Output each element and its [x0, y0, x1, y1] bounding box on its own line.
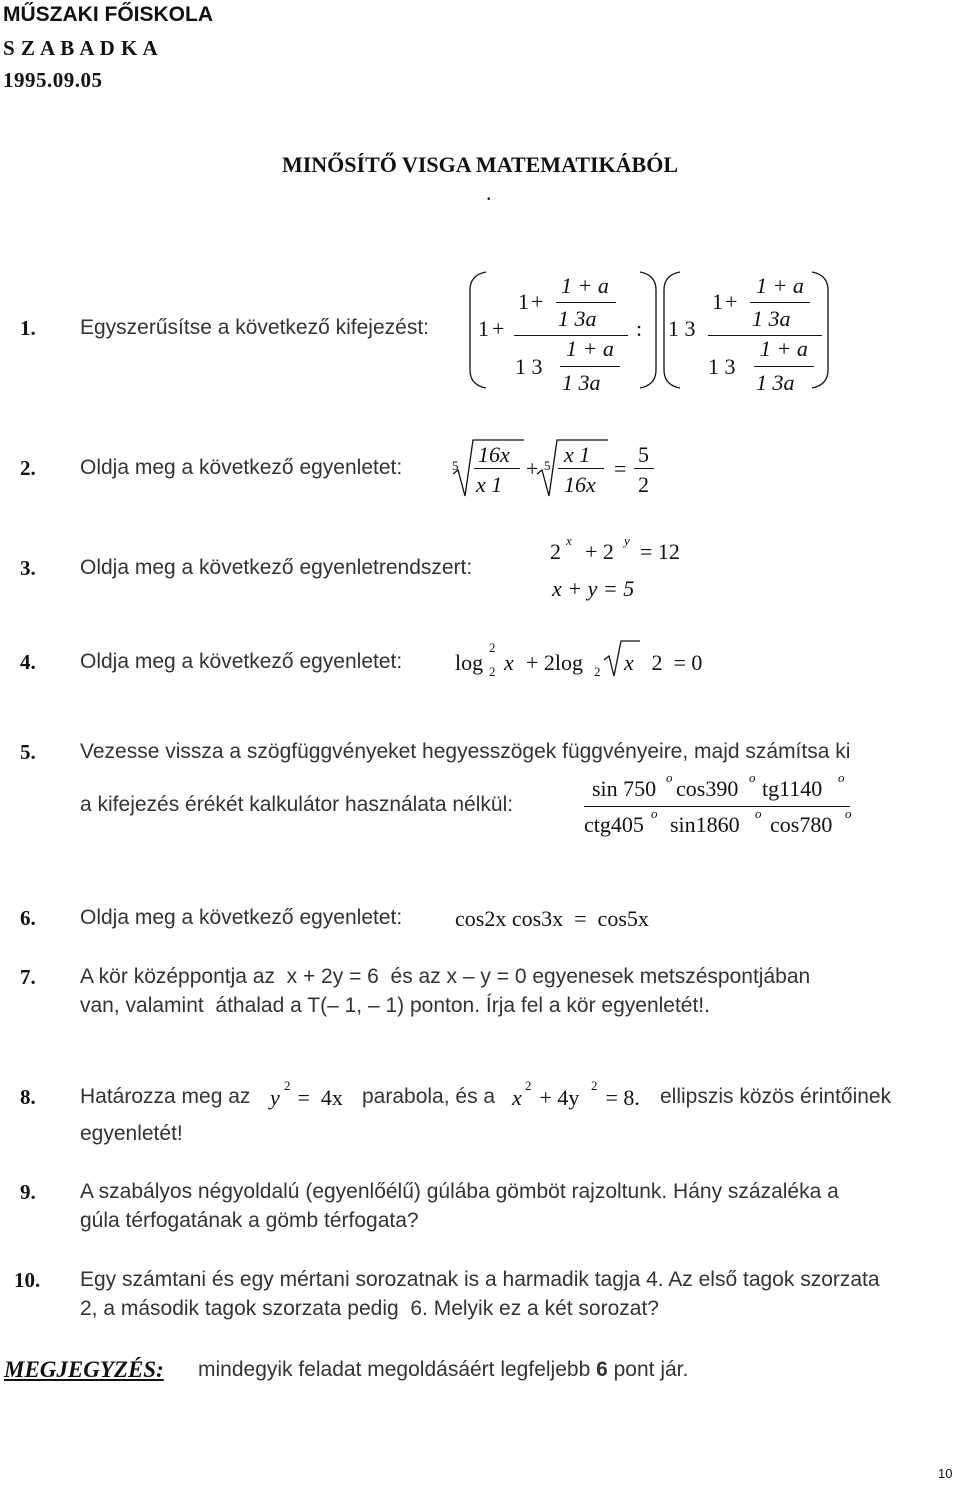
problem-9-number: 9. [20, 1180, 36, 1204]
school-name: MŰSZAKI FŐISKOLA [3, 3, 213, 26]
p4-sub1: 2 [489, 664, 496, 679]
title-dot: . [486, 180, 492, 205]
p3-eq1-b: + 2 [585, 539, 614, 564]
p5-den-b: sin1860 [670, 812, 740, 837]
problem-2-text: Oldja meg a következő egyenletet: [80, 456, 403, 479]
page-title: MINŐSÍTŐ VISGA MATEMATIKÁBÓL [281, 152, 679, 177]
problem-8-pre: Határozza meg az [80, 1085, 251, 1108]
p1-rden-13: 1 3 [708, 354, 736, 379]
problem-1-number: 1. [20, 316, 36, 340]
p4-x: x [504, 650, 514, 675]
note-points: 6 [596, 1358, 608, 1381]
p4-tail: 2 = 0 [646, 650, 703, 675]
p1-right-13: 1 3 [668, 316, 696, 341]
note-pre: mindegyik feladat megoldásáért legfeljebb [198, 1358, 591, 1381]
p2-d1: x 1 [476, 472, 503, 497]
problem-8-number: 8. [20, 1085, 36, 1109]
problem-2-number: 2. [20, 456, 36, 480]
p3-eq1-c: = 12 [640, 539, 680, 564]
note-label: MEGJEGYZÉS: [4, 1357, 164, 1382]
p1-rd2: 1 3a [756, 370, 795, 395]
p6-expression: cos2x cos3x = cos5x [455, 906, 649, 931]
problem-5-number: 5. [20, 740, 36, 764]
p2-rd: 2 [638, 472, 649, 497]
problem-7-line-1: A kör középpontja az x + 2y = 6 és az x – y = 0 egyenesek metszéspontjában [80, 965, 811, 988]
page-number: 10 [938, 1466, 953, 1481]
note-text [198, 1358, 688, 1382]
p2-eq: = [614, 456, 627, 481]
p2-root-index-1: 5 [452, 458, 459, 473]
p1-right-one: 1 [712, 289, 723, 314]
p2-d2: 16x [564, 472, 596, 497]
p8-ell-x: x [512, 1085, 522, 1110]
problem-8-line-2: egyenletét! [80, 1122, 183, 1145]
problem-3-number: 3. [20, 556, 36, 580]
p4-sq: 2 [489, 640, 496, 655]
p1-d1: 1 3a [558, 306, 597, 331]
p1-one: 1 [478, 316, 489, 341]
problem-8-mid: parabola, és a [362, 1085, 496, 1108]
p5-den-c: cos780 [770, 812, 833, 837]
problem-4-text: Oldja meg a következő egyenletet: [80, 650, 403, 673]
p4-x2: x [624, 650, 634, 675]
p1-n2: 1 + a [566, 336, 614, 361]
p8-ell-end: = 8. [600, 1085, 640, 1110]
p1-rn1: 1 + a [756, 273, 804, 298]
problem-7-line-2: van, valamint áthalad a T(– 1, – 1) ponton. Írja fel a kör egyenletét!. [80, 994, 710, 1017]
p3-eq1-x: x [566, 533, 572, 548]
p1-den-13: 1 3 [515, 354, 543, 379]
problem-1-text: Egyszerűsítse a következő kifejezést: [80, 316, 429, 339]
p1-inner-one: 1 [518, 289, 529, 314]
problem-6-text: Oldja meg a következő egyenletet: [80, 906, 403, 929]
p1-inner-plus: + [531, 289, 544, 314]
p4-mid: + 2log [526, 650, 584, 675]
problem-10-number: 10. [14, 1268, 41, 1292]
p8-parab-y: y [270, 1085, 280, 1110]
note-post: pont jár. [613, 1358, 689, 1381]
exam-date: 1995.09.05 [3, 68, 103, 92]
p5-num-c: tg1140 [762, 776, 823, 801]
p8-parab-rest: = 4x [292, 1085, 343, 1110]
p1-d2: 1 3a [562, 370, 601, 395]
problem-3-text: Oldja meg a következő egyenletrendszert: [80, 556, 473, 579]
problem-10-line-1: Egy számtani és egy mértani sorozatnak is a harmadik tagja 4. Az első tagok szorzata [80, 1268, 880, 1291]
p1-rd1: 1 3a [752, 306, 791, 331]
p3-eq1-y: y [624, 533, 630, 548]
p2-plus: + [526, 456, 539, 481]
p2-n1: 16x [478, 442, 510, 467]
problem-8-post: ellipszis közös érintőinek [660, 1085, 892, 1108]
school-city: S Z A B A D K A [3, 36, 159, 60]
problem-10-line-2: 2, a második tagok szorzata pedig 6. Melyik ez a két sorozat? [80, 1297, 659, 1320]
problem-6-number: 6. [20, 906, 36, 930]
p4-radical [0, 0, 960, 700]
problem-9-line-1: A szabályos négyoldalú (egyenlőélű) gúlába gömböt rajzoltunk. Hány százaléka a [80, 1180, 839, 1203]
p1-colon: : [636, 316, 643, 341]
problem-7-number: 7. [20, 965, 36, 989]
p3-eq2: x + y = 5 [552, 576, 635, 601]
p4-sub2: 2 [594, 664, 601, 679]
p3-eq1-2: 2 [550, 539, 561, 564]
problem-5-text-2: a kifejezés érékét kalkulátor használata nélkül: [80, 793, 514, 816]
p1-right-plus: + [725, 289, 738, 314]
p5-num-b: cos390 [676, 776, 739, 801]
p4-log: log [455, 650, 484, 675]
p2-n2: x 1 [564, 442, 591, 467]
p5-num-a: sin 750 [592, 776, 657, 801]
p1-plus: + [492, 316, 505, 341]
problem-5-text: Vezesse vissza a szögfüggvényeket hegyesszögek függvényeire, majd számítsa ki [80, 740, 851, 763]
p2-rn: 5 [638, 442, 649, 467]
problem-4-number: 4. [20, 650, 36, 674]
p1-n1: 1 + a [561, 273, 609, 298]
p8-ell-rest: + 4y [534, 1085, 580, 1110]
p2-root-index-2: 5 [544, 458, 551, 473]
p1-rn2: 1 + a [760, 336, 808, 361]
p5-den-a: ctg405 [584, 812, 644, 837]
problem-9-line-2: gúla térfogatának a gömb térfogata? [80, 1209, 419, 1232]
